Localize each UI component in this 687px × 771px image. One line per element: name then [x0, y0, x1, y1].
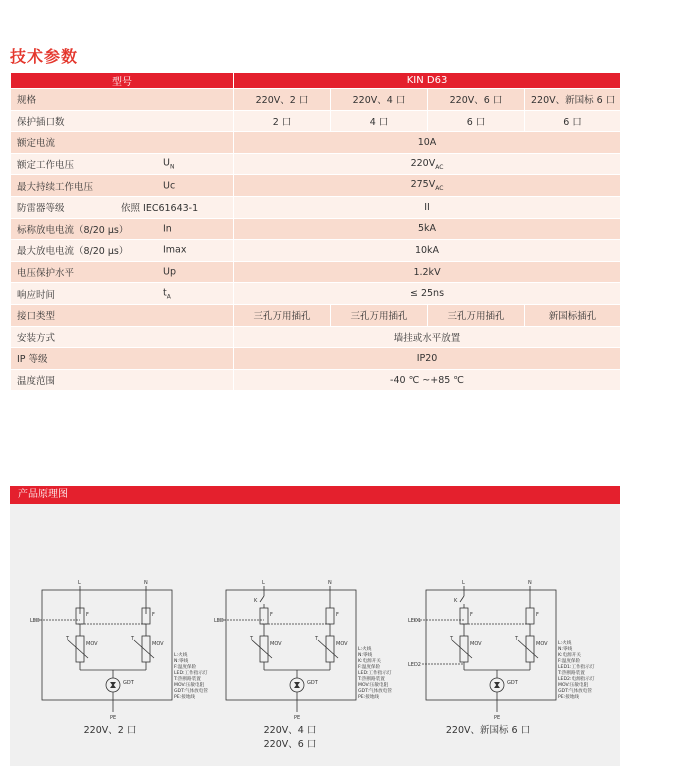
- row-label: 额定电流: [11, 132, 234, 154]
- row-value: $220V_{AC}$: [234, 153, 621, 175]
- svg-text:L:火线: L:火线: [358, 647, 372, 652]
- row-symbol: Uc: [163, 180, 176, 192]
- svg-text:PE:接地线: PE:接地线: [558, 695, 580, 700]
- svg-text:N:零线: N:零线: [558, 647, 573, 652]
- table-row: [11, 240, 621, 262]
- svg-text:T:热断路装置: T:热断路装置: [174, 677, 201, 682]
- row-value: 新国标插孔: [525, 304, 621, 326]
- label-F: F: [270, 612, 273, 618]
- svg-text:LED2:电源指示灯: LED2:电源指示灯: [558, 677, 595, 682]
- svg-text:K:电源开关: K:电源开关: [358, 659, 381, 664]
- diagram-caption-2b: 220V、6 口: [263, 739, 317, 750]
- header-label: 型号: [11, 73, 234, 89]
- label-LED: LED: [30, 618, 40, 624]
- spec-table: [10, 72, 621, 391]
- label-GDT: GDT: [307, 680, 318, 686]
- svg-text:F:温度保险: F:温度保险: [358, 665, 381, 670]
- header-model: KIN D63: [234, 73, 621, 89]
- row-symbol: Imax: [163, 244, 187, 256]
- diagram-caption-2: 220V、4 口: [263, 725, 317, 736]
- label-MOV: MOV: [470, 641, 482, 647]
- table-row: [11, 153, 621, 175]
- label-N: N: [144, 580, 148, 586]
- row-symbol: 依照 IEC61643-1: [121, 203, 199, 215]
- svg-text:MOV:压敏电阻: MOV:压敏电阻: [174, 683, 205, 688]
- circuit-diagram-2: [214, 578, 392, 723]
- row-label: IP 等级: [11, 348, 234, 370]
- table-row: [11, 89, 621, 111]
- svg-text:GDT:气体放电管: GDT:气体放电管: [358, 689, 392, 694]
- svg-text:T:热断路装置: T:热断路装置: [558, 671, 585, 676]
- svg-text:N:零线: N:零线: [358, 653, 373, 658]
- legend-2: [357, 645, 392, 700]
- label-LED: LED: [214, 618, 224, 624]
- table-row: [11, 304, 621, 326]
- svg-text:MOV:压敏电阻: MOV:压敏电阻: [558, 683, 589, 688]
- label-MOV: MOV: [270, 641, 282, 647]
- label-T: T: [131, 636, 135, 642]
- row-symbol: In: [163, 223, 172, 235]
- row-symbol: $t_A$: [163, 287, 171, 301]
- label-T: T: [515, 636, 519, 642]
- row-value: 220V、2 口: [234, 89, 331, 111]
- label-T: T: [66, 636, 70, 642]
- table-row: [11, 283, 621, 305]
- label-LED2: LED2: [408, 662, 421, 668]
- svg-text:N:零线: N:零线: [174, 659, 189, 664]
- row-label: 安装方式: [11, 326, 234, 348]
- label-PE: PE: [110, 715, 117, 721]
- row-value: ≤ 25ns: [234, 283, 621, 305]
- label-PE: PE: [294, 715, 301, 721]
- row-value: 三孔万用插孔: [234, 304, 331, 326]
- row-symbol: $U_N$: [163, 157, 175, 171]
- row-value: 220V、4 口: [331, 89, 428, 111]
- row-value: 三孔万用插孔: [331, 304, 428, 326]
- section-title: 产品原理图: [18, 489, 68, 500]
- table-row: [11, 132, 621, 154]
- label-L: L: [462, 580, 465, 586]
- svg-text:K:电源开关: K:电源开关: [558, 653, 581, 658]
- row-label: 保护插口数: [11, 110, 234, 132]
- row-value: II: [234, 196, 621, 218]
- diagram-caption-3: 220V、新国标 6 口: [445, 725, 531, 736]
- diagram-caption-1: 220V、2 口: [83, 725, 137, 736]
- row-value: -40 ℃ ~+85 ℃: [234, 369, 621, 391]
- row-value: 1.2kV: [234, 261, 621, 283]
- label-L: L: [78, 580, 81, 586]
- row-value: 5kA: [234, 218, 621, 240]
- row-value: $275V_{AC}$: [234, 175, 621, 197]
- row-label: 标称放电电流（8/20 μs） In: [11, 218, 234, 240]
- label-T: T: [450, 636, 454, 642]
- label-K: K: [454, 598, 458, 604]
- label-GDT: GDT: [123, 680, 134, 686]
- row-value: 墙挂或水平放置: [234, 326, 621, 348]
- row-value: 2 口: [234, 110, 331, 132]
- row-value: 三孔万用插孔: [428, 304, 525, 326]
- label-N: N: [328, 580, 332, 586]
- row-label: 额定工作电压 $U_N$: [11, 153, 234, 175]
- label-F: F: [536, 612, 539, 618]
- label-F: F: [152, 612, 155, 618]
- label-F: F: [86, 612, 89, 618]
- svg-text:LED1:工作指示灯: LED1:工作指示灯: [558, 665, 595, 670]
- page-title: 技术参数: [10, 47, 79, 66]
- row-value: 4 口: [331, 110, 428, 132]
- row-value: 220V、6 口: [428, 89, 525, 111]
- row-label: 防雷器等级 依照 IEC61643-1: [11, 196, 234, 218]
- svg-text:L:火线: L:火线: [558, 641, 572, 646]
- label-PE: PE: [494, 715, 501, 721]
- label-N: N: [528, 580, 532, 586]
- svg-text:GDT:气体放电管: GDT:气体放电管: [558, 689, 592, 694]
- section-bar: [10, 486, 620, 504]
- row-symbol: Up: [163, 266, 176, 278]
- row-value: IP20: [234, 348, 621, 370]
- label-L: L: [262, 580, 265, 586]
- svg-text:PE:接地线: PE:接地线: [174, 695, 196, 700]
- svg-text:LED:工作指示灯: LED:工作指示灯: [174, 671, 208, 676]
- table-row: [11, 196, 621, 218]
- table-header: [11, 73, 621, 89]
- svg-text:LED:工作指示灯: LED:工作指示灯: [358, 671, 392, 676]
- svg-text:F:温度保险: F:温度保险: [558, 659, 581, 664]
- table-row: [11, 261, 621, 283]
- row-value: 6 口: [525, 110, 621, 132]
- label-F: F: [470, 612, 473, 618]
- label-MOV: MOV: [152, 641, 164, 647]
- row-label: 响应时间 $t_A$: [11, 283, 234, 305]
- row-label: 温度范围: [11, 369, 234, 391]
- legend-3: [557, 639, 595, 700]
- row-value: 10kA: [234, 240, 621, 262]
- table-row: [11, 326, 621, 348]
- table-row: [11, 218, 621, 240]
- row-value: 220V、新国标 6 口: [525, 89, 621, 111]
- svg-text:GDT:气体放电管: GDT:气体放电管: [174, 689, 208, 694]
- label-MOV: MOV: [536, 641, 548, 647]
- label-GDT: GDT: [507, 680, 518, 686]
- label-MOV: MOV: [336, 641, 348, 647]
- svg-text:PE:接地线: PE:接地线: [358, 695, 380, 700]
- row-label: 接口类型: [11, 304, 234, 326]
- label-T: T: [315, 636, 319, 642]
- label-MOV: MOV: [86, 641, 98, 647]
- table-row: [11, 175, 621, 197]
- row-value: 6 口: [428, 110, 525, 132]
- svg-text:MOV:压敏电阻: MOV:压敏电阻: [358, 683, 389, 688]
- label-F: F: [336, 612, 339, 618]
- label-T: T: [250, 636, 254, 642]
- row-label: 电压保护水平 Up: [11, 261, 234, 283]
- svg-text:T:热断路装置: T:热断路装置: [358, 677, 385, 682]
- row-label: 规格: [11, 89, 234, 111]
- row-label: 最大持续工作电压 Uc: [11, 175, 234, 197]
- table-row: [11, 348, 621, 370]
- row-value: 10A: [234, 132, 621, 154]
- label-LED1: LED1: [408, 618, 421, 624]
- table-row: [11, 369, 621, 391]
- table-row: [11, 110, 621, 132]
- label-K: K: [254, 598, 258, 604]
- row-label: 最大放电电流（8/20 μs） Imax: [11, 240, 234, 262]
- svg-text:L:火线: L:火线: [174, 653, 188, 658]
- circuit-diagram-1: [30, 578, 208, 723]
- circuit-diagram-3: [408, 578, 608, 723]
- svg-text:F:温度保险: F:温度保险: [174, 665, 197, 670]
